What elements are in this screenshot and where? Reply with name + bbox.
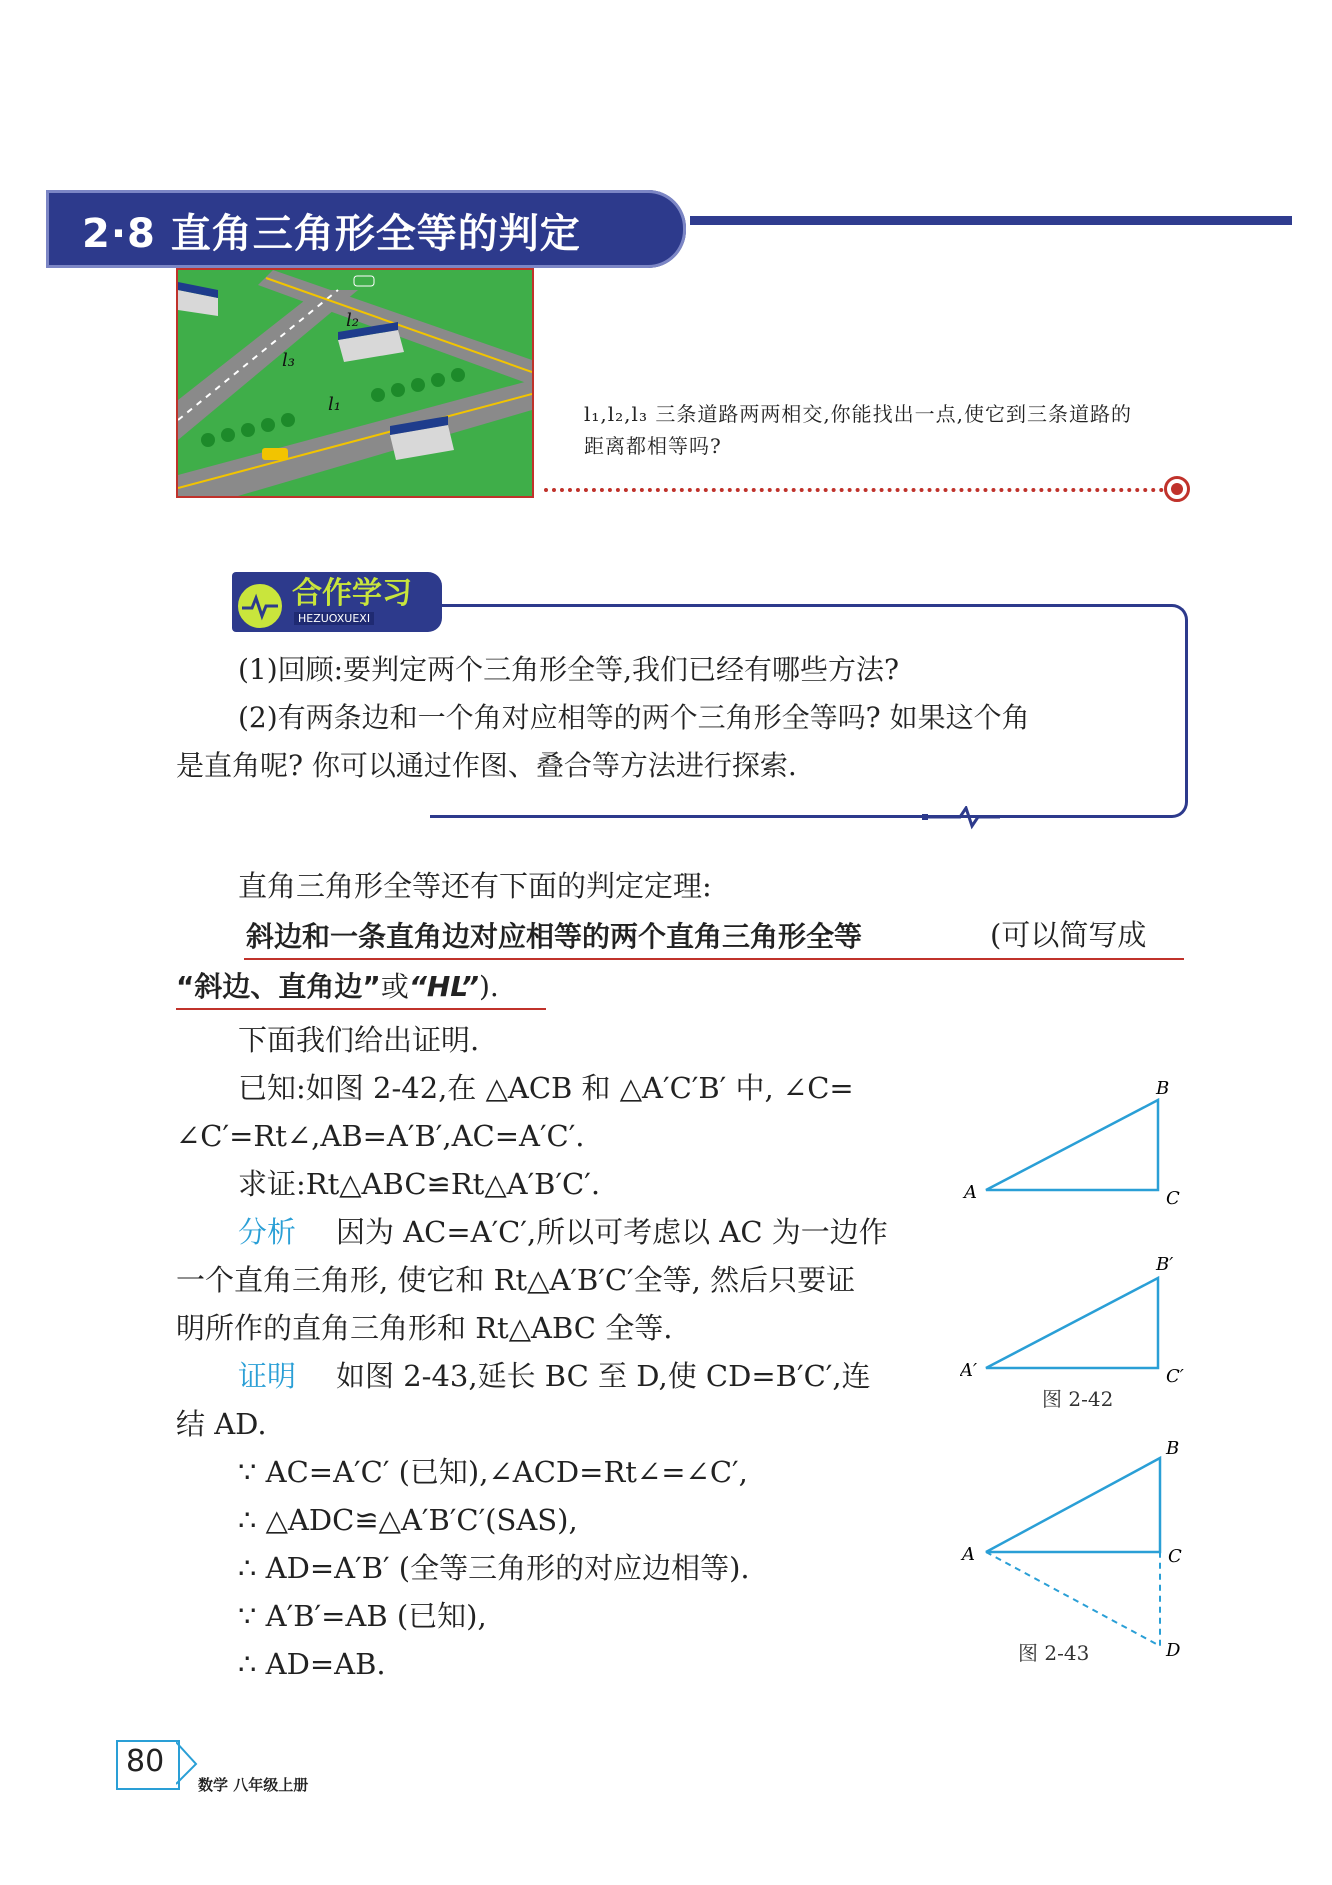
label-d: D (1166, 1640, 1181, 1661)
abbr-close: ). (478, 970, 499, 1003)
dotted-divider (544, 488, 1164, 492)
page-tab-arrow-icon (176, 1740, 200, 1786)
theorem-abbreviation (176, 965, 499, 1005)
proof-line-1: 如图 2-43,延长 BC 至 D,使 CD=B′C′,连 (336, 1359, 871, 1393)
road-label-l3: l₃ (282, 350, 295, 371)
triangle-abc-2 (986, 1458, 1160, 1552)
fig-2-42-caption: 图 2-42 (1042, 1387, 1114, 1410)
proof-step-1: ∵ AC=A′C′ (已知),∠ACD=Rt∠=∠C′, (238, 1455, 748, 1489)
theorem-intro: 直角三角形全等还有下面的判定定理: (238, 869, 712, 903)
book-title: 数学 八年级上册 (198, 1776, 309, 1794)
zigzag-icon (920, 806, 1000, 830)
intro-question: l₁,l₂,l₃ 三条道路两两相交,你能找出一点,使它到三条道路的距离都相等吗? (584, 402, 1133, 458)
analysis-line-3: 明所作的直角三角形和 Rt△ABC 全等. (176, 1311, 673, 1345)
header-rule (690, 216, 1292, 225)
given-line-1: 已知:如图 2-42,在 △ACB 和 △A′C′B′ 中, ∠C= (238, 1071, 854, 1105)
theorem-paren: (可以简写成 (990, 918, 1147, 952)
label-c-prime: C′ (1166, 1366, 1184, 1387)
pulse-icon (236, 582, 284, 630)
label-b: B (1156, 1080, 1170, 1099)
fig-2-43-caption: 图 2-43 (1018, 1641, 1090, 1665)
proof-step-2: ∴ △ADC≌△A′B′C′(SAS), (238, 1503, 578, 1537)
theorem-underline (244, 958, 1184, 960)
label-a-prime: A′ (960, 1360, 978, 1381)
roads-illustration (176, 268, 534, 498)
coop-question-2: (2)有两条边和一个角对应相等的两个三角形全等吗? 如果这个角 (238, 701, 1030, 734)
target-marker-dot (1171, 483, 1183, 495)
prove-line: 求证:Rt△ABC≌Rt△A′B′C′. (238, 1167, 601, 1201)
given-line-2: ∠C′=Rt∠,AB=A′B′,AC=A′C′. (176, 1119, 585, 1153)
figure-2-43 (960, 1440, 1200, 1680)
analysis-line-1: 因为 AC=A′C′,所以可考虑以 AC 为一边作 (336, 1215, 888, 1249)
proof-label: 证明 (238, 1359, 297, 1393)
label-c-2: C (1168, 1546, 1182, 1567)
proof-step-4: ∵ A′B′=AB (已知), (238, 1599, 487, 1633)
abbr-or: 或 (380, 970, 409, 1003)
theorem-underline-2 (176, 1008, 546, 1010)
proof-step-3: ∴ AD=A′B′ (全等三角形的对应边相等). (238, 1551, 750, 1585)
cooperative-study-title: 合作学习 (292, 576, 412, 611)
coop-question-1: (1)回顾:要判定两个三角形全等,我们已经有哪些方法? (238, 653, 900, 686)
figure-2-42 (960, 1080, 1200, 1410)
proof-step-5: ∴ AD=AB. (238, 1647, 386, 1681)
theorem-statement: 斜边和一条直角边对应相等的两个直角三角形全等 (246, 920, 863, 953)
triangle-abc (986, 1100, 1158, 1190)
roads-illustration-svg (178, 270, 532, 496)
page-number: 80 (126, 1744, 165, 1779)
label-b-2: B (1166, 1440, 1180, 1459)
abbr-hl: “HL” (408, 970, 479, 1003)
triangle-a-prime (986, 1278, 1158, 1368)
section-title: 2·8 直角三角形全等的判定 (82, 211, 581, 257)
road-label-l1: l₁ (328, 394, 341, 415)
proof-line-2: 结 AD. (176, 1407, 267, 1441)
abbr-quote: “斜边、直角边” (176, 970, 381, 1003)
triangle-adc-dashed (986, 1552, 1160, 1646)
proof-intro: 下面我们给出证明. (238, 1023, 480, 1057)
label-c: C (1166, 1188, 1180, 1209)
analysis-label: 分析 (238, 1215, 297, 1249)
cooperative-study-subtitle: HEZUOXUEXI (294, 612, 374, 625)
label-a: A (964, 1182, 977, 1203)
road-label-l2: l₂ (346, 310, 359, 331)
label-b-prime: B′ (1156, 1254, 1174, 1275)
coop-question-2-cont: 是直角呢? 你可以通过作图、叠合等方法进行探索. (176, 749, 797, 782)
label-a-2: A (962, 1544, 975, 1565)
analysis-line-2: 一个直角三角形, 使它和 Rt△A′B′C′全等, 然后只要证 (176, 1263, 856, 1297)
